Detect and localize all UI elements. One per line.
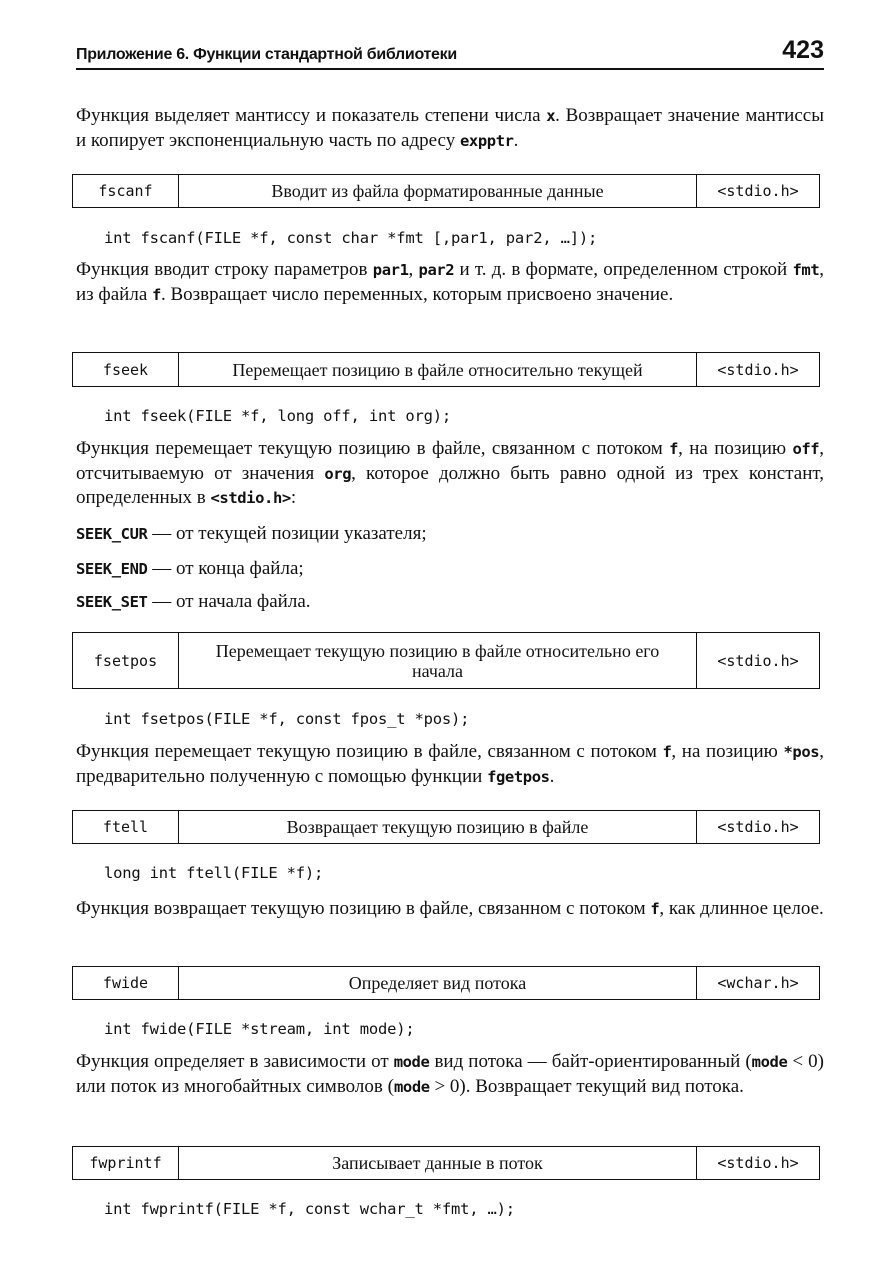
function-table-fwide [72, 966, 820, 1000]
function-description: Перемещает позицию в файле относительно текущей [179, 353, 697, 386]
function-table-fwprintf [72, 1146, 820, 1180]
function-name: fwprintf [73, 1147, 179, 1179]
function-table-fscanf [72, 174, 820, 208]
function-name: fscanf [73, 175, 179, 207]
function-name: fwide [73, 967, 179, 999]
function-prototype-fwprintf: int fwprintf(FILE *f, const wchar_t *fmt, …); [104, 1200, 515, 1218]
function-header-file: <stdio.h> [717, 651, 799, 670]
description-ftell: Функция возвращает текущую позицию в файле, связанном с потоком f, как длинное целое. [76, 898, 824, 919]
function-prototype-fsetpos: int fsetpos(FILE *f, const fpos_t *pos); [104, 710, 470, 728]
function-header-file: <wchar.h> [717, 974, 799, 992]
function-prototype-fseek: int fseek(FILE *f, long off, int org); [104, 407, 452, 425]
function-table-ftell [72, 810, 820, 844]
function-description: Перемещает текущую позицию в файле относительно его начала [179, 633, 697, 688]
function-name: fseek [73, 353, 179, 386]
function-header-file: <stdio.h> [717, 818, 799, 836]
function-header-file: <stdio.h> [717, 182, 799, 200]
constant-seek-end: SEEK_END — от конца файла; [76, 558, 304, 579]
function-header-file: <stdio.h> [717, 1154, 799, 1172]
description-fsetpos: Функция перемещает текущую позицию в файле, связанном с потоком f, на позицию *pos, предварительно полученную с помощью функции fgetpos. [76, 741, 824, 787]
function-description: Вводит из файла форматированные данные [179, 175, 697, 207]
function-name: ftell [73, 811, 179, 843]
function-description: Определяет вид потока [179, 967, 697, 999]
function-description: Записывает данные в поток [179, 1147, 697, 1179]
chapter-title: Приложение 6. Функции стандартной библиотеки [76, 46, 457, 63]
description-fseek: Функция перемещает текущую позицию в файле, связанном с потоком f, на позицию off, отсчитываемую от значения org, которое должно быть равно одной из трех констант, определенных в <stdio.h>: [76, 438, 824, 508]
function-prototype-fwide: int fwide(FILE *stream, int mode); [104, 1020, 415, 1038]
description-fwide: Функция определяет в зависимости от mode вид потока — байт-ориентированный (mode < 0) или поток из многобайтных символов (mode > 0). Возвращает текущий вид потока. [76, 1051, 825, 1097]
function-table-fseek [72, 352, 820, 387]
function-prototype-ftell: long int ftell(FILE *f); [104, 864, 324, 882]
function-name: fsetpos [73, 633, 179, 688]
running-header [76, 36, 824, 70]
function-description: Возвращает текущую позицию в файле [179, 811, 697, 843]
constant-seek-cur: SEEK_CUR — от текущей позиции указателя; [76, 523, 427, 544]
page-number: 423 [782, 36, 824, 64]
function-prototype-fscanf: int fscanf(FILE *f, const char *fmt [,par1, par2, …]); [104, 229, 598, 247]
description-fscanf: Функция вводит строку параметров par1, par2 и т. д. в формате, определенном строкой fmt, из файла f. Возвращает число переменных, которым присвоено значение. [76, 259, 825, 305]
constant-seek-set: SEEK_SET — от начала файла. [76, 591, 311, 612]
function-table-fsetpos [72, 632, 820, 689]
intro-paragraph: Функция выделяет мантиссу и показатель степени числа x. Возвращает значение мантиссы и копирует экспоненциальную часть по адресу expptr. [76, 105, 824, 151]
function-header-file: <stdio.h> [717, 360, 799, 379]
